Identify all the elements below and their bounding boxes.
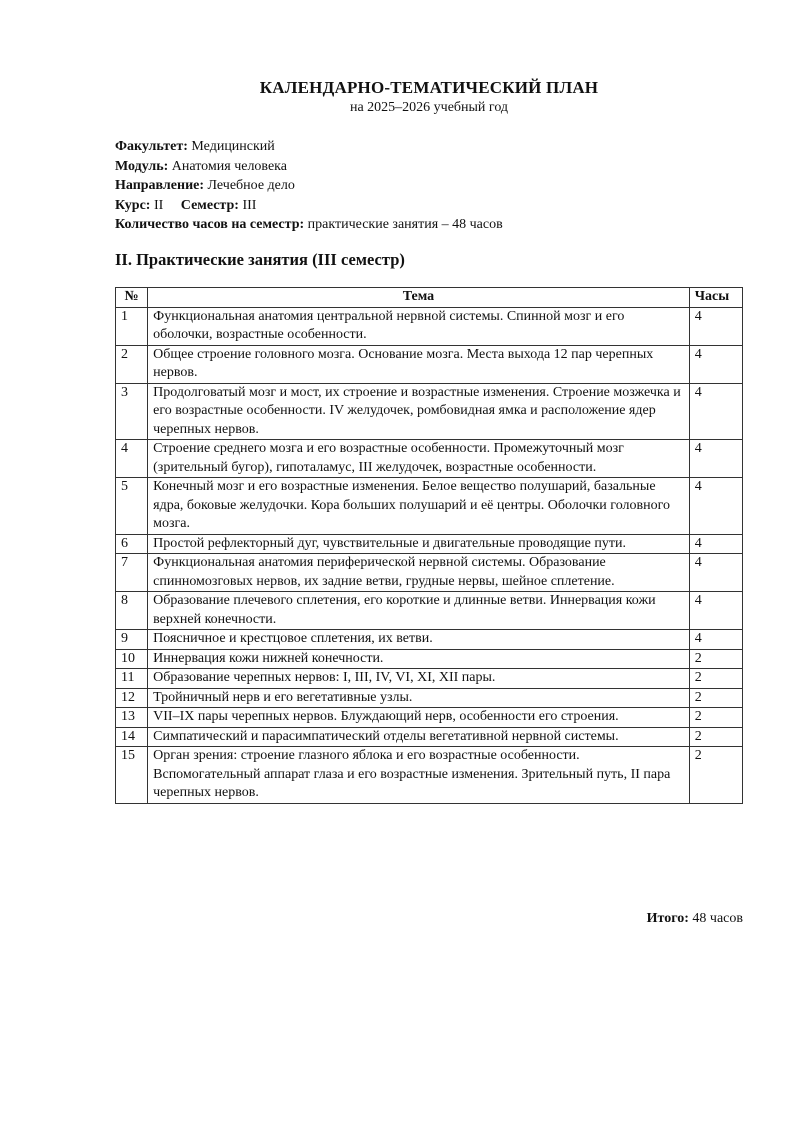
row-hours: 2 <box>689 669 742 689</box>
row-num: 8 <box>116 592 148 630</box>
meta-course-value: II <box>153 197 164 213</box>
row-topic: VII–IX пары черепных нервов. Блуждающий нерв, особенности его строения. <box>148 708 690 728</box>
table-row <box>116 440 743 478</box>
meta-hours-label: Количество часов на семестр: <box>115 217 305 233</box>
row-num: 10 <box>116 649 148 669</box>
row-topic: Общее строение головного мозга. Основание мозга. Места выхода 12 пар черепных нервов. <box>148 345 690 383</box>
meta-hours <box>115 215 503 235</box>
row-hours: 4 <box>689 440 742 478</box>
row-num: 6 <box>116 534 148 554</box>
row-topic: Функциональная анатомия периферической нервной системы. Образование спинномозговых нервов, их задние ветви, грудные нервы, шейное сплетение. <box>148 554 690 592</box>
meta-faculty-value: Медицинский <box>191 139 275 154</box>
row-num: 4 <box>116 440 148 478</box>
row-hours: 4 <box>689 630 742 650</box>
row-topic: Простой рефлекторный дуг, чувствительные и двигательные проводящие пути. <box>148 534 690 554</box>
total-label: Итого: <box>646 911 689 926</box>
meta-module-value: Анатомия человека <box>171 158 287 174</box>
row-hours: 4 <box>689 383 742 440</box>
table-row <box>116 669 743 689</box>
meta-module <box>115 157 503 177</box>
row-topic: Симпатический и парасимпатический отделы вегетативной нервной системы. <box>148 727 690 747</box>
table-row <box>116 478 743 535</box>
table-row <box>116 307 743 345</box>
meta-direction-label: Направление: <box>115 178 205 194</box>
table-row <box>116 688 743 708</box>
row-topic: Тройничный нерв и его вегетативные узлы. <box>148 688 690 708</box>
row-num: 13 <box>116 708 148 728</box>
row-num: 5 <box>116 478 148 535</box>
row-topic: Иннервация кожи нижней конечности. <box>148 649 690 669</box>
meta-semester-label: Семестр: <box>180 197 239 213</box>
document-subtitle: на 2025–2026 учебный год <box>349 100 509 115</box>
row-num: 9 <box>116 630 148 650</box>
table-row <box>116 727 743 747</box>
row-hours: 4 <box>689 554 742 592</box>
row-num: 1 <box>116 307 148 345</box>
row-hours: 4 <box>689 478 742 535</box>
row-hours: 2 <box>689 747 742 804</box>
meta-direction-value: Лечебное дело <box>207 178 295 194</box>
row-hours: 2 <box>689 708 742 728</box>
row-topic: Орган зрения: строение глазного яблока и его возрастные особенности. Вспомогательный аппарат глаза и его возрастные изменения. Зрительный путь, II пара черепных нервов. <box>148 747 690 804</box>
table-row <box>116 534 743 554</box>
row-topic: Образование черепных нервов: I, III, IV, VI, XI, XII пары. <box>148 669 690 689</box>
row-num: 3 <box>116 383 148 440</box>
total-value: 48 часов <box>692 911 743 926</box>
row-num: 15 <box>116 747 148 804</box>
meta-module-label: Модуль: <box>115 158 169 174</box>
row-num: 2 <box>116 345 148 383</box>
table-row <box>116 649 743 669</box>
meta-block <box>115 137 503 235</box>
schedule-table <box>115 287 743 804</box>
row-hours: 2 <box>689 688 742 708</box>
row-num: 12 <box>116 688 148 708</box>
document-title: КАЛЕНДАРНО-ТЕМАТИЧЕСКИЙ ПЛАН <box>259 78 599 97</box>
meta-semester-value: III <box>242 197 257 213</box>
table-row <box>116 554 743 592</box>
table-row <box>116 747 743 804</box>
row-hours: 2 <box>689 649 742 669</box>
row-hours: 4 <box>689 307 742 345</box>
row-topic: Поясничное и крестцовое сплетения, их ветви. <box>148 630 690 650</box>
row-hours: 4 <box>689 592 742 630</box>
row-topic: Продолговатый мозг и мост, их строение и возрастные изменения. Строение мозжечка и его возрастные особенности. IV желудочек, ромбовидная ямка и расположение ядер черепных нервов. <box>148 383 690 440</box>
meta-course-label: Курс: <box>115 197 151 213</box>
table-row <box>116 383 743 440</box>
header-hours: Часы <box>689 288 742 308</box>
meta-direction <box>115 176 503 196</box>
row-topic: Строение среднего мозга и его возрастные особенности. Промежуточный мозг (зрительный бугор), гипоталамус, III желудочек, возрастные особенности. <box>148 440 690 478</box>
header-topic: Тема <box>148 288 690 308</box>
table-header-row <box>116 288 743 308</box>
row-num: 11 <box>116 669 148 689</box>
meta-faculty <box>115 137 503 157</box>
table-row <box>116 592 743 630</box>
table-row <box>116 708 743 728</box>
section-title: II. Практические занятия (III семестр) <box>115 250 405 269</box>
row-topic: Образование плечевого сплетения, его короткие и длинные ветви. Иннервация кожи верхней конечности. <box>148 592 690 630</box>
table-row <box>116 345 743 383</box>
meta-faculty-label: Факультет: <box>115 139 188 154</box>
total-line <box>647 911 743 927</box>
row-topic: Конечный мозг и его возрастные изменения. Белое вещество полушарий, базальные ядра, боковые желудочки. Кора больших полушарий и её центры. Оболочки головного мозга. <box>148 478 690 535</box>
table-row <box>116 630 743 650</box>
meta-hours-value: практические занятия – 48 часов <box>307 217 503 233</box>
row-hours: 2 <box>689 727 742 747</box>
meta-course-semester <box>115 196 503 216</box>
row-num: 7 <box>116 554 148 592</box>
row-hours: 4 <box>689 345 742 383</box>
row-topic: Функциональная анатомия центральной нервной системы. Спинной мозг и его оболочки, возрастные особенности. <box>148 307 690 345</box>
row-hours: 4 <box>689 534 742 554</box>
header-num: № <box>116 288 148 308</box>
row-num: 14 <box>116 727 148 747</box>
